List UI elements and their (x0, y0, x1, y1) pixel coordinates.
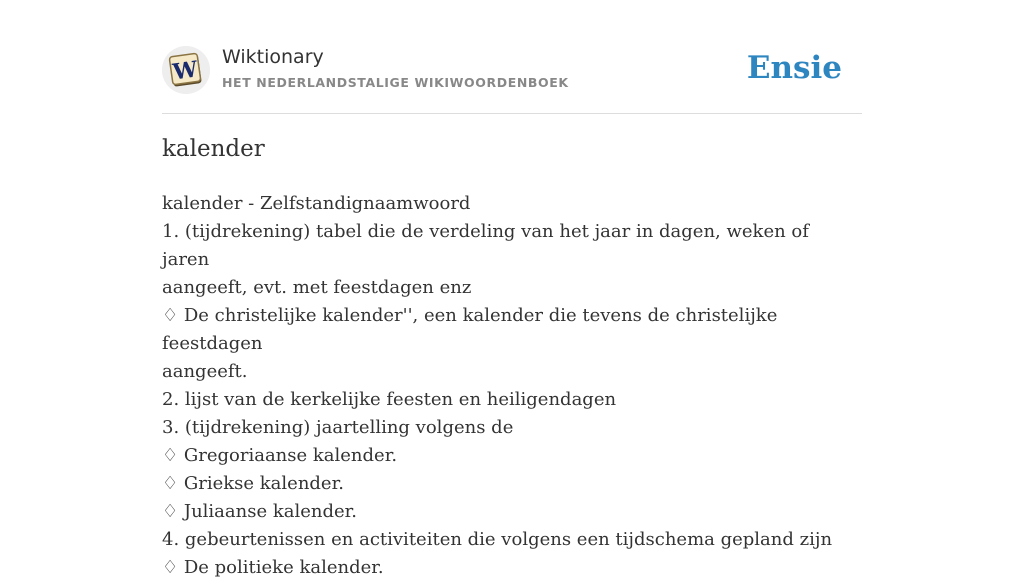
ensie-brand-link[interactable]: Ensie (746, 50, 842, 86)
definition-line: 4. gebeurtenissen en activiteiten die volgens een tijdschema gepland zijn (162, 529, 833, 550)
definition-line: 1. (tijdrekening) tabel die de verdeling van het jaar in dagen, weken of jaren (162, 221, 809, 270)
definition-line: ♢ Juliaanse kalender. (162, 501, 358, 522)
wiktionary-logo-icon[interactable] (162, 46, 210, 94)
svg-text:W: W (171, 56, 200, 86)
page-title: kalender (162, 136, 265, 162)
definition-line: aangeeft, evt. met feestdagen enz (162, 277, 472, 298)
definition-line: ♢ Griekse kalender. (162, 473, 344, 494)
site-subtitle: HET NEDERLANDSTALIGE WIKIWOORDENBOEK (222, 75, 569, 90)
definition-content (162, 190, 852, 582)
definition-line: 3. (tijdrekening) jaartelling volgens de (162, 417, 514, 438)
definition-line: ♢ De politieke kalender. (162, 557, 384, 578)
definition-line: kalender - Zelfstandignaamwoord (162, 193, 471, 214)
definition-line: aangeeft. (162, 361, 248, 382)
site-header (162, 40, 862, 114)
definition-line: ♢ De christelijke kalender'', een kalender die tevens de christelijke feestdagen (162, 305, 778, 354)
definition-line: 2. lijst van de kerkelijke feesten en heiligendagen (162, 389, 617, 410)
definition-line: ♢ Gregoriaanse kalender. (162, 445, 398, 466)
site-name[interactable]: Wiktionary (222, 46, 324, 68)
